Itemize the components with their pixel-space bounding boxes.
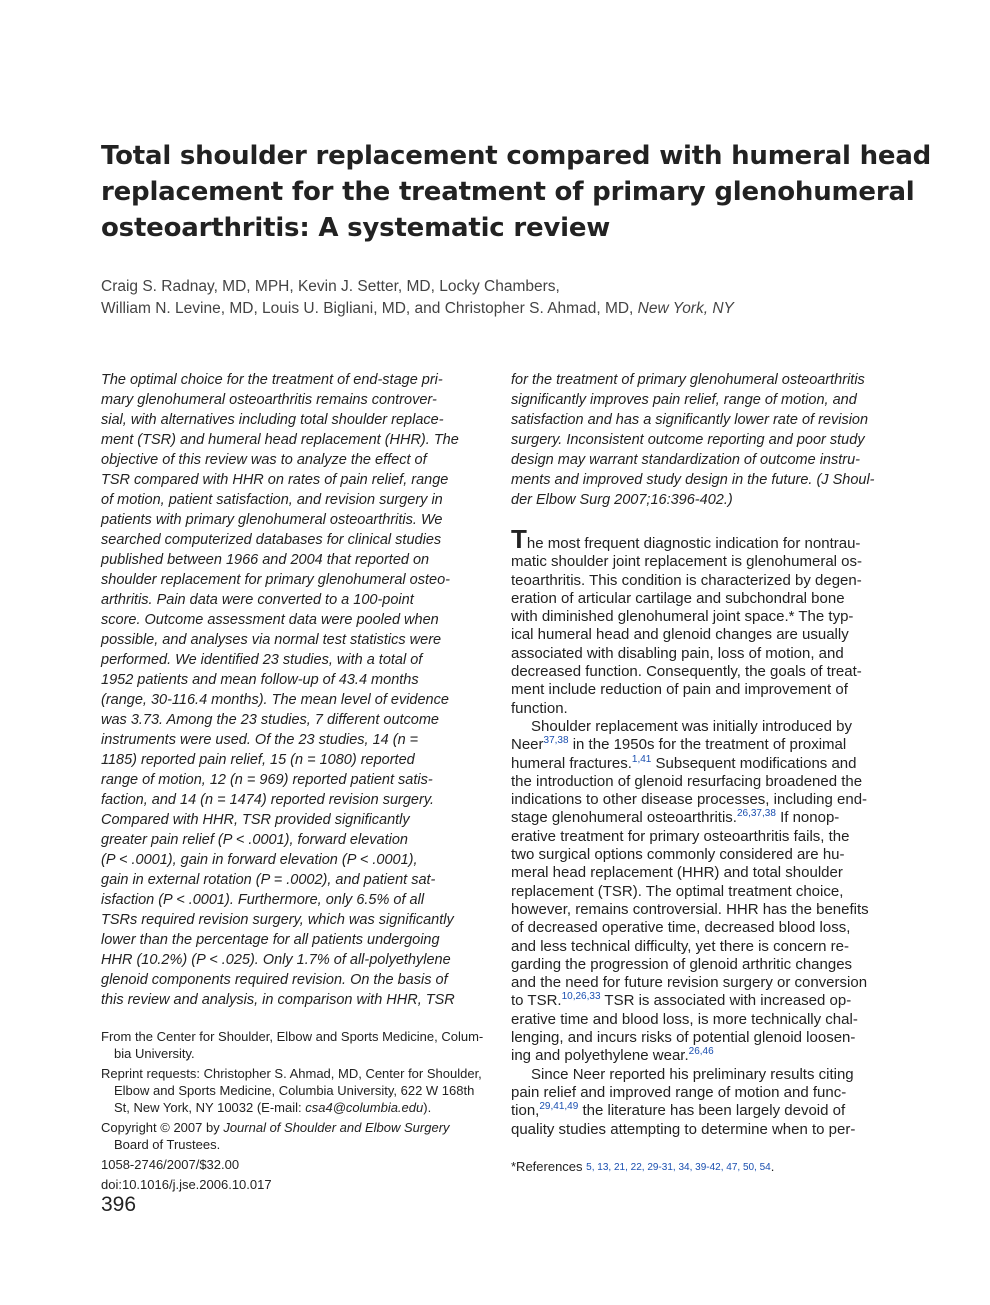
body-text-run: If nonop- (775, 809, 840, 827)
affiliation-line: Board of Trustees. (114, 1137, 221, 1152)
abstract-line: arthritis. Pain data were converted to a 100-point (101, 592, 414, 608)
abstract-line: (range, 30-116.4 months). The mean level of evidence (101, 692, 449, 708)
author-location: New York, NY (637, 300, 734, 317)
body-line (511, 809, 896, 827)
abstract-line: der Elbow Surg 2007;16:396-402.) (511, 492, 733, 508)
body-line: function. (511, 699, 568, 717)
article-title (101, 138, 932, 246)
body-line-text: he most frequent diagnostic indication for nontrau- (526, 535, 861, 552)
body-line: associated with disabling pain, loss of motion, and (511, 644, 844, 662)
body-line: however, remains controversial. HHR has the benefits (511, 900, 869, 918)
author-line-text: William N. Levine, MD, Louis U. Bigliani, MD, and Christopher S. Ahmad, MD, (101, 300, 638, 317)
title-line: osteoarthritis: A systematic review (101, 213, 611, 243)
citation-link[interactable]: 26,37,38 (736, 808, 776, 820)
body-text-run: tion, (511, 1102, 540, 1120)
body-line: erative treatment for primary osteoarthritis fails, the (511, 827, 850, 845)
body-line (511, 755, 896, 773)
issn: 1058-2746/2007/$32.00 (101, 1157, 240, 1172)
abstract-line: score. Outcome assessment data were pooled when (101, 612, 439, 628)
affiliation-text: ). (423, 1100, 432, 1115)
doi[interactable]: doi:10.1016/j.jse.2006.10.017 (101, 1177, 272, 1192)
body-text-run: humeral fractures. (511, 754, 632, 772)
affiliation-text: St, New York, NY 10032 (E-mail: (114, 1100, 306, 1115)
title-line: Total shoulder replacement compared with humeral head (101, 141, 932, 171)
abstract-line: searched computerized databases for clinical studies (101, 532, 442, 548)
body-text-run: to TSR. (511, 992, 562, 1010)
abstract-line: performed. We identified 23 studies, with a total of (101, 652, 423, 668)
body-line: the introduction of glenoid resurfacing broadened the (511, 772, 863, 790)
body-line: eration of articular cartilage and subchondral bone (511, 589, 845, 607)
abstract-line: sial, with alternatives including total shoulder replace- (101, 412, 444, 428)
body-line: meral head replacement (HHR) and total shoulder (511, 864, 843, 882)
body-line (511, 736, 896, 754)
citation-link[interactable]: 1,41 (631, 753, 652, 765)
citation-link[interactable]: 29,41,49 (539, 1101, 579, 1113)
title-line: replacement for the treatment of primary glenohumeral (101, 177, 915, 207)
abstract-line: ment (TSR) and humeral head replacement (HHR). The (101, 432, 459, 448)
affiliation-line: From the Center for Shoulder, Elbow and Sports Medicine, Colum- (101, 1029, 484, 1044)
abstract-line: shoulder replacement for primary glenohumeral osteo- (101, 572, 450, 588)
body-text (511, 524, 896, 1139)
drop-cap: T (511, 524, 527, 554)
body-line: garding the progression of glenoid arthritic changes (511, 955, 853, 973)
abstract-line: significantly improves pain relief, range of motion, and (511, 392, 857, 408)
body-text-run: TSR is associated with increased op- (600, 992, 852, 1010)
body-line: of decreased operative time, decreased blood loss, (511, 919, 851, 937)
abstract-right (511, 370, 896, 510)
body-line (511, 524, 896, 554)
abstract-line: patients with primary glenohumeral osteoarthritis. We (101, 512, 443, 528)
abstract-line: satisfaction and has a significantly lower rate of revision (511, 412, 869, 428)
abstract-line: this review and analysis, in comparison with HHR, TSR (101, 992, 455, 1008)
abstract-line: published between 1966 and 2004 that reported on (101, 552, 430, 568)
body-text-run: ing and polyethylene wear. (511, 1047, 689, 1065)
abstract-line: objective of this review was to analyze the effect of (101, 452, 427, 468)
body-text-run: Neer (511, 736, 544, 754)
abstract-line: lower than the percentage for all patients undergoing (101, 932, 440, 948)
body-line: with diminished glenohumeral joint space.* The typ- (511, 608, 854, 626)
abstract-line: surgery. Inconsistent outcome reporting and poor study (511, 432, 865, 448)
reprint-requests (101, 1065, 486, 1116)
body-line: erative time and blood loss, is more technically chal- (511, 1010, 858, 1028)
footnote (511, 1159, 774, 1174)
abstract-line: instruments were used. Of the 23 studies, 14 (n = (101, 732, 419, 748)
body-line: decreased function. Consequently, the goals of treat- (511, 663, 862, 681)
body-text-run: the literature has been largely devoid of (578, 1102, 846, 1120)
affiliation-block (101, 1028, 486, 1196)
body-line: two surgical options commonly considered are hu- (511, 846, 845, 864)
abstract-line: mary glenohumeral osteoarthritis remains controver- (101, 392, 437, 408)
body-line: lenging, and incurs risks of potential glenoid loosen- (511, 1029, 856, 1047)
copyright (101, 1119, 486, 1153)
page-number: 396 (101, 1193, 137, 1216)
body-line: matic shoulder joint replacement is glenohumeral os- (511, 553, 863, 571)
abstract-line: (P < .0001), gain in forward elevation (P < .0001), (101, 852, 418, 868)
footnote-end: . (770, 1159, 775, 1174)
abstract-line: greater pain relief (P < .0001), forward elevation (101, 832, 408, 848)
abstract-line: 1952 patients and mean follow-up of 43.4 months (101, 672, 419, 688)
abstract-line: Compared with HHR, TSR provided significantly (101, 812, 410, 828)
body-line: Shoulder replacement was initially introduced by (531, 717, 853, 735)
footnote-label: *References (511, 1159, 587, 1174)
abstract-line: for the treatment of primary glenohumeral osteoarthritis (511, 372, 865, 388)
author-list (101, 276, 901, 320)
body-text-run: in the 1950s for the treatment of proximal (568, 736, 847, 754)
body-line: Since Neer reported his preliminary results citing (531, 1065, 854, 1083)
body-line: replacement (TSR). The optimal treatment choice, (511, 882, 844, 900)
body-line (511, 992, 896, 1010)
abstract-line: HHR (10.2%) (P < .025). Only 1.7% of all-polyethylene (101, 952, 451, 968)
citation-link[interactable]: 37,38 (543, 735, 569, 747)
journal-name: Journal of Shoulder and Elbow Surgery (223, 1120, 450, 1135)
abstract-line: ments and improved study design in the future. (J Shoul- (511, 472, 875, 488)
body-line: and the need for future revision surgery or conversion (511, 974, 868, 992)
abstract-line: gain in external rotation (P = .0002), and patient sat- (101, 872, 436, 888)
abstract-left (101, 370, 486, 1010)
author-line: Craig S. Radnay, MD, MPH, Kevin J. Setter, MD, Locky Chambers, (101, 278, 560, 295)
abstract-line: isfaction (P < .0001). Furthermore, only 6.5% of all (101, 892, 425, 908)
affiliation-line: Elbow and Sports Medicine, Columbia University, 622 W 168th (114, 1083, 475, 1098)
abstract-line: 1185) reported pain relief, 15 (n = 1080) reported (101, 752, 415, 768)
abstract-line: design may warrant standardization of outcome instru- (511, 452, 860, 468)
body-text-run: Subsequent modifications and (651, 754, 857, 772)
abstract-line: TSR compared with HHR on rates of pain relief, range (101, 472, 449, 488)
body-text-run: stage glenohumeral osteoarthritis. (511, 809, 737, 827)
affiliation-line: Reprint requests: Christopher S. Ahmad, MD, Center for Shoulder, (101, 1066, 482, 1081)
email-link[interactable]: csa4@columbia.edu (305, 1100, 424, 1115)
body-line: indications to other disease processes, including end- (511, 791, 868, 809)
abstract-line: The optimal choice for the treatment of end-stage pri- (101, 372, 443, 388)
body-line: ical humeral head and glenoid changes are usually (511, 626, 849, 644)
body-line: teoarthritis. This condition is characterized by degen- (511, 571, 862, 589)
citation-link[interactable]: 26,46 (688, 1046, 714, 1058)
abstract-line: was 3.73. Among the 23 studies, 7 different outcome (101, 712, 439, 728)
body-line: quality studies attempting to determine when to per- (511, 1120, 856, 1138)
abstract-line: glenoid components required revision. On the basis of (101, 972, 448, 988)
body-line (511, 1102, 896, 1120)
affiliation-line (101, 1119, 486, 1136)
affiliation-from (101, 1028, 486, 1062)
abstract-line: TSRs required revision surgery, which was significantly (101, 912, 454, 928)
abstract-line: range of motion, 12 (n = 969) reported patient satis- (101, 772, 433, 788)
abstract-line: of motion, patient satisfaction, and revision surgery in (101, 492, 443, 508)
body-line: and less technical difficulty, yet there is concern re- (511, 937, 849, 955)
affiliation-line: bia University. (114, 1046, 195, 1061)
body-line: ment include reduction of pain and improvement of (511, 681, 848, 699)
body-line (511, 1047, 896, 1065)
abstract-line: possible, and analyses via normal test statistics were (101, 632, 442, 648)
citation-link[interactable]: 10,26,33 (561, 991, 601, 1003)
abstract-line: faction, and 14 (n = 1474) reported revision surgery. (101, 792, 435, 808)
body-line: pain relief and improved range of motion and func- (511, 1083, 847, 1101)
author-line (101, 298, 901, 320)
footnote-references[interactable]: 5, 13, 21, 22, 29-31, 34, 39-42, 47, 50, 54 (586, 1162, 771, 1173)
copyright-text: Copyright © 2007 by (101, 1120, 224, 1135)
affiliation-line (101, 1099, 486, 1116)
